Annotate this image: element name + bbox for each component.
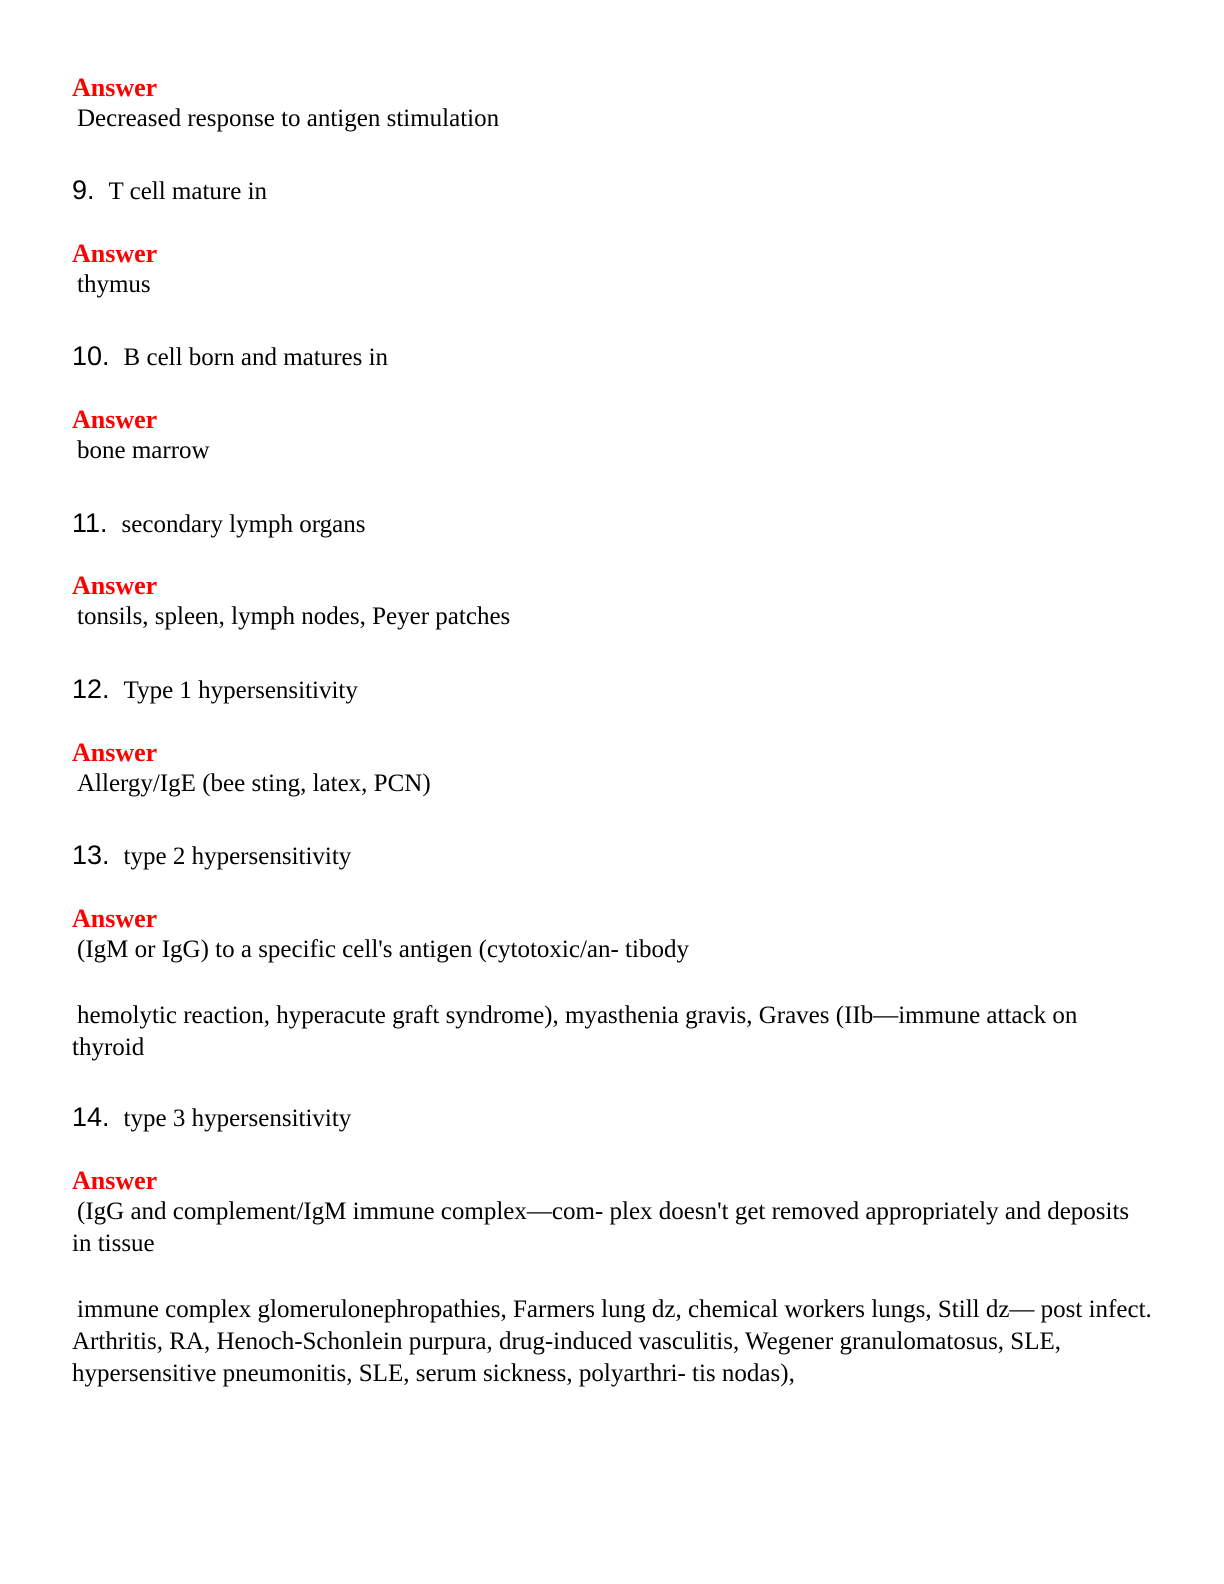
answer-label: Answer [72,738,158,767]
answer-text: bone marrow [77,437,210,464]
question-number: 13. [72,840,110,870]
question-14 [72,1101,1152,1135]
question-text: secondary lymph organs [121,511,366,538]
question-11 [72,507,1152,541]
answer-label: Answer [72,1166,158,1195]
answer-label: Answer [72,571,158,600]
answer-text: Allergy/IgE (bee sting, latex, PCN) [77,770,431,797]
answer-label: Answer [72,73,158,102]
answer-text: Decreased response to antigen stimulation [77,105,500,132]
answer-block-8 [72,73,1152,135]
answer-block-12 [72,738,1152,800]
answer-label: Answer [72,239,158,268]
question-number: 12. [72,674,110,704]
answer-text: (IgM or IgG) to a specific cell's antigen (cytotoxic/an- tibody [77,936,689,963]
question-text: type 2 hypersensitivity [123,843,352,870]
answer-label: Answer [72,405,158,434]
question-13 [72,839,1152,873]
answer-block-14 [72,1166,1152,1260]
question-9 [72,174,1152,208]
answer-block-13 [72,904,1152,966]
question-12 [72,673,1152,707]
answer-label: Answer [72,904,158,933]
answer-text: tonsils, spleen, lymph nodes, Peyer patches [77,603,511,630]
question-text: T cell mature in [108,178,268,205]
question-number: 10. [72,341,110,371]
question-10 [72,340,1152,374]
answer-block-11 [72,571,1152,633]
question-number: 9. [72,175,95,205]
answer-block-10 [72,405,1152,467]
answer-text: thymus [77,271,151,298]
question-text: type 3 hypersensitivity [123,1105,352,1132]
answer-text: (IgG and complement/IgM immune complex—com- plex doesn't get removed appropriately and deposits in tissue [72,1198,1130,1257]
question-number: 11. [72,508,108,538]
answer-block-9 [72,239,1152,301]
answer-block-13-continued [72,1000,1152,1064]
answer-text: hemolytic reaction, hyperacute graft syndrome), myasthenia gravis, Graves (IIb—immune attack on thyroid [72,1002,1078,1061]
question-text: Type 1 hypersensitivity [123,677,358,704]
answer-text: immune complex glomerulonephropathies, Farmers lung dz, chemical workers lungs, Still dz— post infect. Arthritis, RA, Henoch-Schonlein purpura, drug-induced vasculitis, Wegener granulomatosus, SLE, hypersensitive pneumonitis, SLE, serum sickness, polyarthri- tis nodas), [72,1296,1152,1387]
question-text: B cell born and matures in [123,344,389,371]
question-number: 14. [72,1102,110,1132]
answer-block-14-continued [72,1294,1152,1390]
